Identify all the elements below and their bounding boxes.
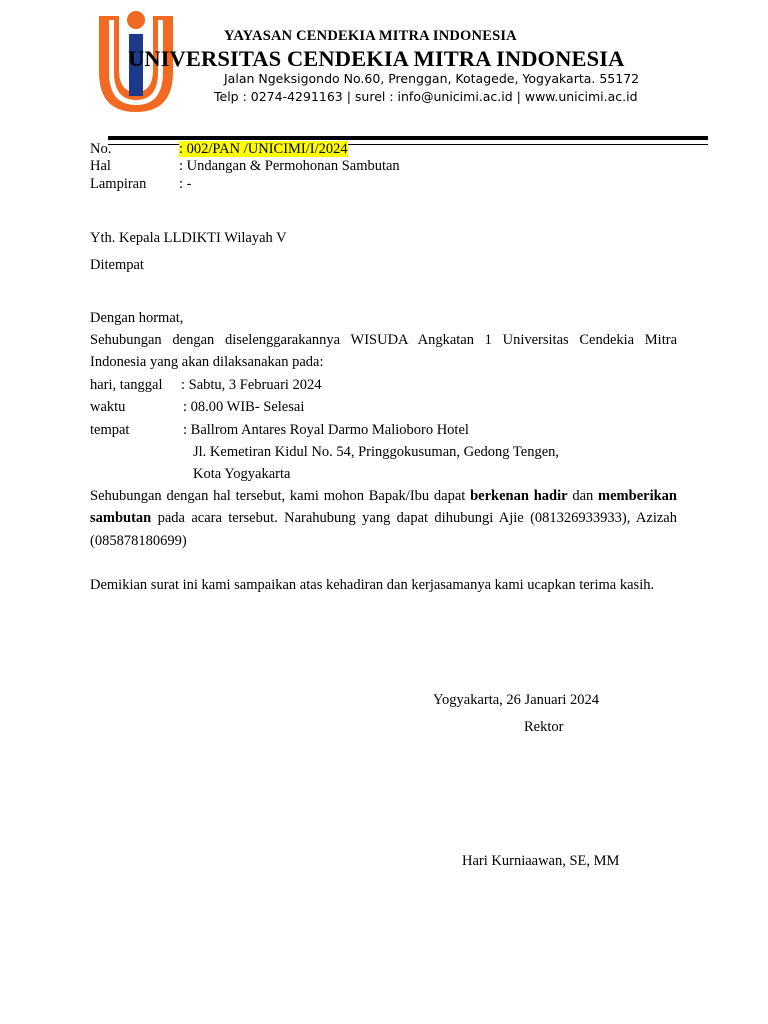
signature-place-date: Yogyakarta, 26 Januari 2024 (433, 692, 600, 708)
letterhead-divider-thick (108, 136, 708, 140)
closing-sentence: Demikian surat ini kami sampaikan atas kehadiran dan kerjasamanya kami ucapkan terima kasih. (90, 577, 655, 593)
request-bold-speech: memberikan sambutan (90, 488, 677, 527)
event-date-value: : Sabtu, 3 Februari 2024 (181, 377, 322, 393)
number-value-highlight: : 002/PAN /UNICIMI/I/2024 (179, 141, 348, 157)
event-place-label: tempat (90, 422, 130, 438)
request-paragraph (90, 485, 677, 552)
recipient-line: Yth. Kepala LLDIKTI Wilayah V (90, 230, 287, 246)
signature-name: Hari Kurniaawan, SE, MM (462, 853, 620, 869)
request-text-2: dan (567, 488, 599, 504)
university-contact: Telp : 0274-4291163 | surel : info@unicimi.ac.id | www.unicimi.ac.id (214, 89, 638, 104)
event-place-value: : Ballrom Antares Royal Darmo Malioboro Hotel (183, 422, 469, 438)
attachment-label: Lampiran (90, 176, 147, 192)
number-value (179, 141, 348, 158)
university-name: UNIVERSITAS CENDEKIA MITRA INDONESIA (128, 46, 625, 71)
intro-paragraph: Sehubungan dengan diselenggarakannya WISUDA Angkatan 1 Universitas Cendekia Mitra Indonesia yang akan dilaksanakan pada: (90, 332, 677, 371)
recipient-location: Ditempat (90, 257, 144, 273)
university-address: Jalan Ngeksigondo No.60, Prenggan, Kotagede, Yogyakarta. 55172 (224, 71, 640, 86)
request-text-1: Sehubungan dengan hal tersebut, kami mohon Bapak/Ibu dapat (90, 488, 471, 504)
event-time-value: : 08.00 WIB- Selesai (183, 399, 305, 415)
request-text-3: pada acara tersebut. Narahubung yang dapat dihubungi Ajie (081326933933), Azizah (085878180699) (90, 510, 677, 549)
foundation-name: YAYASAN CENDEKIA MITRA INDONESIA (224, 28, 517, 44)
request-bold-attend: berkenan hadir (470, 488, 568, 504)
signature-title: Rektor (524, 719, 564, 735)
subject-value: : Undangan & Permohonan Sambutan (179, 158, 400, 174)
event-date-label: hari, tanggal (90, 377, 163, 393)
event-place-address: Jl. Kemetiran Kidul No. 54, Pringgokusuman, Gedong Tengen, (193, 444, 560, 460)
number-label: No. (90, 141, 112, 157)
attachment-value: : - (179, 176, 192, 192)
subject-label: Hal (90, 158, 111, 174)
event-time-label: waktu (90, 399, 126, 415)
greeting: Dengan hormat, (90, 310, 184, 326)
event-place-city: Kota Yogyakarta (193, 466, 291, 482)
